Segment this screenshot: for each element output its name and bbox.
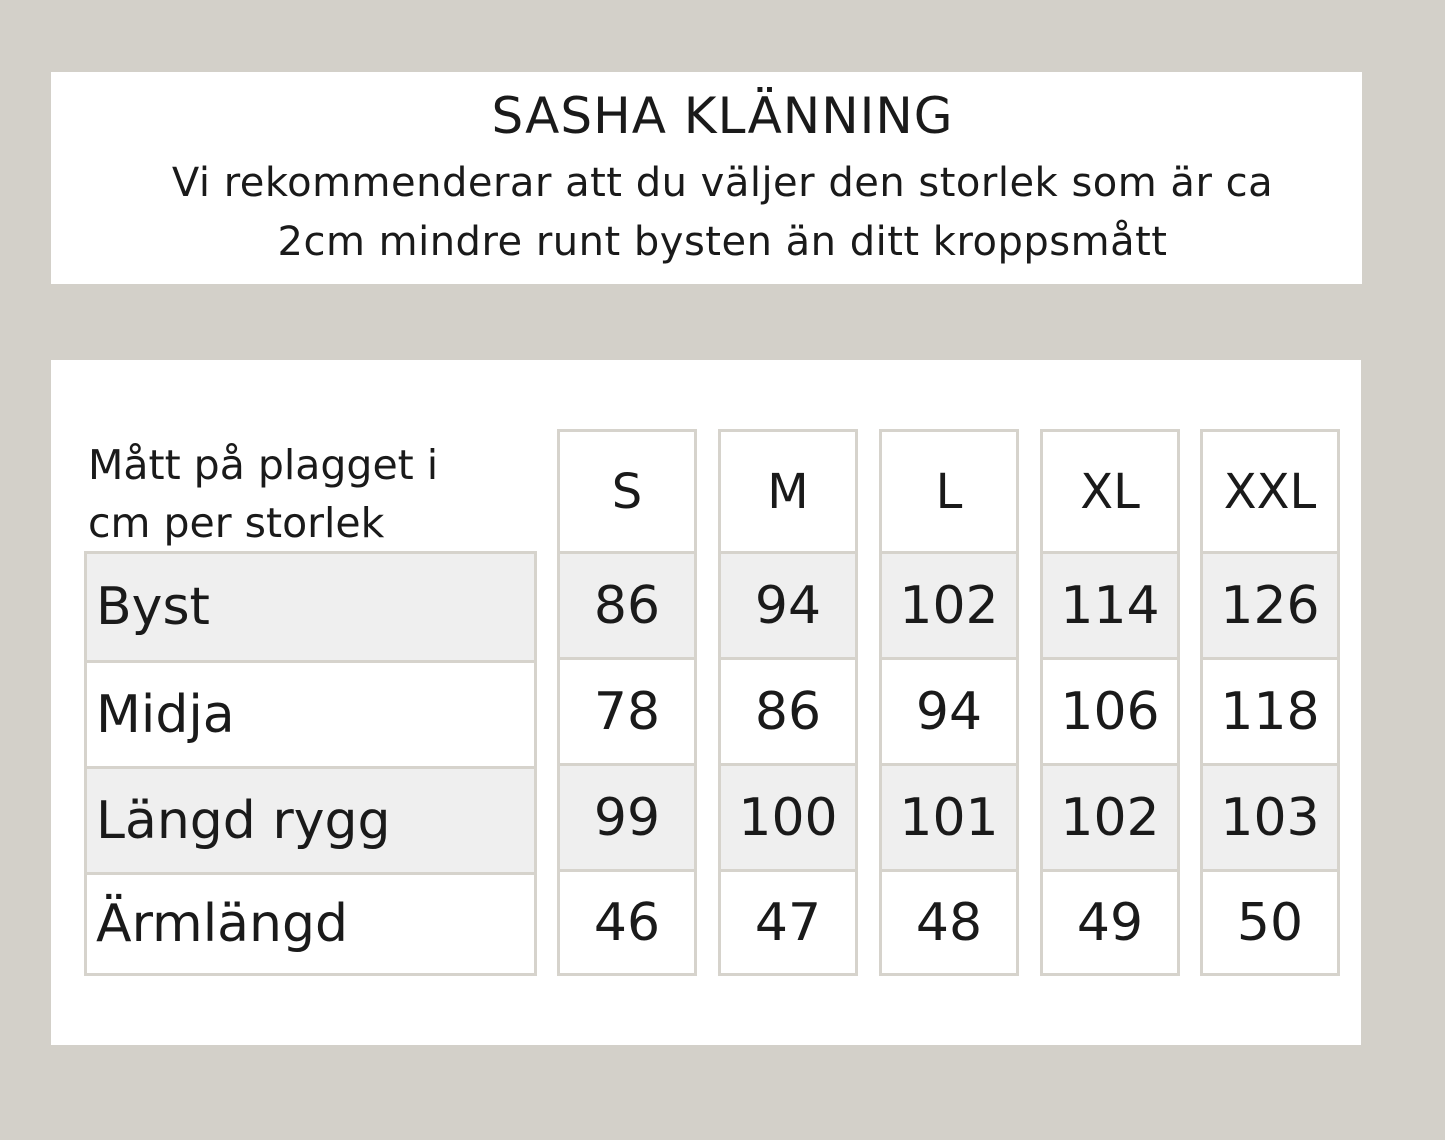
cell-value: 99	[593, 787, 661, 848]
cell-value: 101	[899, 787, 999, 848]
cell-value: 86	[754, 681, 822, 742]
table-cell	[1203, 551, 1337, 657]
table-cell	[882, 551, 1016, 657]
table-cell	[560, 657, 694, 763]
cell-value: 114	[1060, 575, 1160, 636]
row-label-text: Midja	[96, 684, 235, 745]
subtitle-line-2: 2cm mindre runt bysten än ditt kroppsmått	[277, 219, 1168, 265]
table-cell	[1043, 551, 1177, 657]
row-label-text: Ärmlängd	[96, 894, 348, 954]
size-header-text: S	[611, 463, 643, 520]
cell-value: 49	[1076, 892, 1144, 953]
row-label-armlangd	[87, 872, 534, 973]
row-label-byst	[87, 554, 534, 660]
cell-value: 102	[899, 575, 999, 636]
table-cell	[1203, 869, 1337, 973]
table-cell	[882, 657, 1016, 763]
row-label-langd-rygg	[87, 766, 534, 872]
size-header-text: L	[935, 463, 963, 520]
cell-value: 126	[1220, 575, 1320, 636]
cell-value: 46	[593, 892, 661, 953]
cell-value: 118	[1220, 681, 1320, 742]
size-column-xxl	[1200, 429, 1340, 976]
cell-value: 47	[754, 892, 822, 953]
table-cell	[1043, 869, 1177, 973]
cell-value: 94	[754, 575, 822, 636]
size-header	[882, 432, 1016, 551]
cell-value: 94	[915, 681, 983, 742]
row-label-midja	[87, 660, 534, 766]
size-header-text: M	[767, 463, 809, 520]
table-corner-label	[88, 436, 528, 552]
size-header	[1203, 432, 1337, 551]
cell-value: 103	[1220, 787, 1320, 848]
size-header	[721, 432, 855, 551]
size-header-text: XL	[1080, 463, 1140, 520]
page-title: SASHA KLÄNNING	[491, 87, 954, 145]
measurement-label-column	[84, 551, 537, 976]
subtitle-line-1: Vi rekommenderar att du väljer den storlek som är ca	[171, 160, 1274, 206]
row-label-text: Byst	[96, 577, 210, 637]
size-column-m	[718, 429, 858, 976]
table-cell	[721, 869, 855, 973]
size-header-text: XXL	[1223, 463, 1317, 520]
table-cell	[882, 869, 1016, 973]
corner-label-line-2: cm per storlek	[88, 499, 385, 547]
table-cell	[721, 551, 855, 657]
size-header	[1043, 432, 1177, 551]
table-cell	[560, 763, 694, 869]
table-cell	[1203, 763, 1337, 869]
table-cell	[560, 869, 694, 973]
size-column-xl	[1040, 429, 1180, 976]
cell-value: 100	[738, 787, 838, 848]
size-column-s	[557, 429, 697, 976]
cell-value: 106	[1060, 681, 1160, 742]
table-cell	[721, 763, 855, 869]
size-header	[560, 432, 694, 551]
table-cell	[882, 763, 1016, 869]
table-cell	[560, 551, 694, 657]
cell-value: 86	[593, 575, 661, 636]
table-cell	[1203, 657, 1337, 763]
table-cell	[1043, 763, 1177, 869]
cell-value: 102	[1060, 787, 1160, 848]
table-cell	[721, 657, 855, 763]
size-column-l	[879, 429, 1019, 976]
cell-value: 48	[915, 892, 983, 953]
corner-label-line-1: Mått på plagget i	[88, 441, 439, 489]
cell-value: 50	[1236, 892, 1304, 953]
table-cell	[1043, 657, 1177, 763]
cell-value: 78	[593, 681, 661, 742]
row-label-text: Längd rygg	[96, 790, 391, 851]
